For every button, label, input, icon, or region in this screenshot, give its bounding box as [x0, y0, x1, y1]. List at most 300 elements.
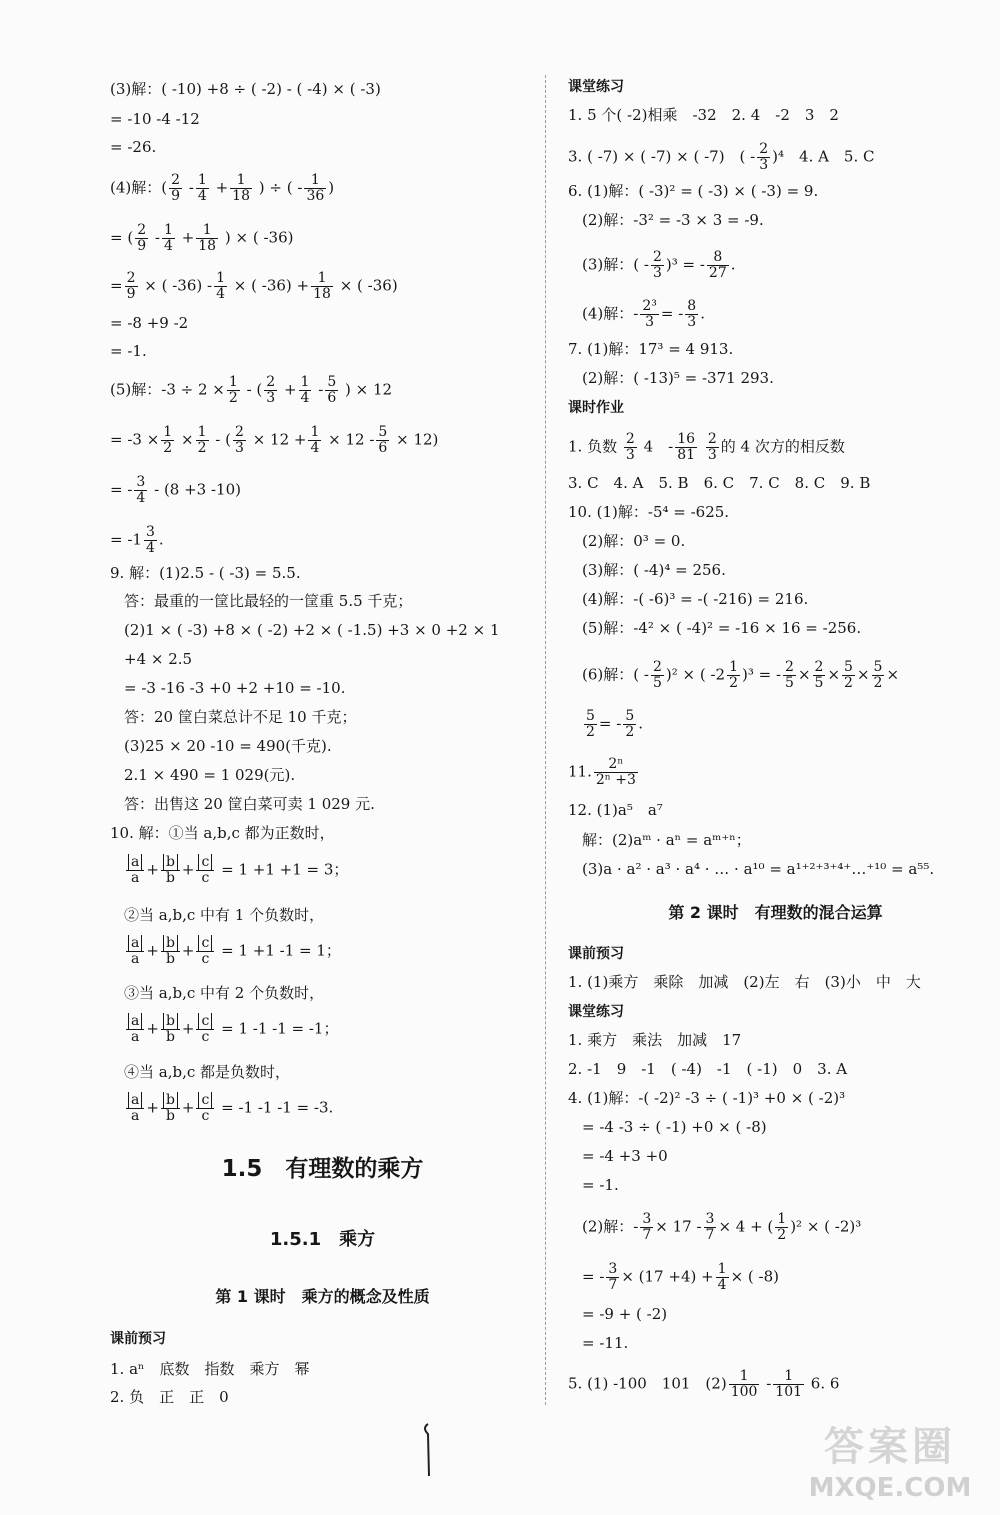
text: × 12)	[396, 430, 439, 449]
text: ×	[827, 665, 841, 684]
line: ②当 a,b,c 中有 1 个负数时，	[124, 906, 325, 924]
den: a	[131, 951, 140, 967]
num: 1	[197, 424, 207, 440]
num	[126, 855, 144, 871]
line: (3)a · a² · a³ · a⁴ · … · a¹⁰ = a¹⁺²⁺³⁺⁴⁺…⁺¹⁰ = a⁵⁵.	[582, 860, 935, 878]
line: 1. aⁿ 底数 指数 乘方 幂	[110, 1360, 310, 1378]
section-label: 课堂练习	[568, 1004, 624, 1020]
fraction	[196, 425, 209, 456]
text: = -	[582, 1267, 605, 1286]
text: )² × ( -2)³	[790, 1217, 862, 1236]
text: = -1	[110, 530, 142, 549]
abs: a	[128, 935, 142, 951]
line: 2. -1 9 -1 ( -4) -1 ( -1) 0 3. A	[568, 1060, 848, 1078]
num: 1	[163, 424, 173, 440]
line	[124, 936, 341, 967]
column-divider	[545, 75, 546, 1405]
fraction	[196, 1014, 214, 1045]
text: = 1 +1 -1 = 1；	[221, 941, 341, 960]
line	[110, 271, 398, 302]
den: 3	[625, 447, 635, 463]
num: 8	[707, 250, 729, 266]
fraction	[872, 660, 885, 691]
den: 36	[306, 188, 325, 204]
text: ) × ( -36)	[224, 228, 294, 247]
den: 4	[197, 188, 207, 204]
line: = -11.	[582, 1334, 629, 1352]
num: 2	[266, 374, 276, 390]
text: .	[638, 714, 644, 733]
abs: c	[198, 935, 212, 951]
num: 2³	[642, 298, 657, 314]
den: 4	[216, 286, 226, 302]
abs: b	[163, 1013, 178, 1029]
line: (3)解：( -4)⁴ = 256.	[582, 561, 726, 579]
den: c	[201, 951, 210, 967]
fraction	[606, 1262, 619, 1293]
den: 9	[137, 238, 147, 254]
fraction	[214, 271, 227, 302]
text: = -	[598, 714, 622, 733]
den: a	[131, 1108, 140, 1124]
text: ×	[856, 665, 870, 684]
den: 3	[687, 314, 697, 330]
text: 4 -	[643, 437, 674, 456]
den: 2	[625, 724, 635, 740]
fraction	[264, 375, 277, 406]
den: 18	[313, 286, 331, 302]
line: 1. (1)乘方 乘除 加减 (2)左 右 (3)小 中 大	[568, 973, 921, 991]
text: × ( -36) +	[233, 276, 310, 295]
num: 1	[304, 173, 326, 189]
num: 2	[814, 659, 824, 675]
den: a	[131, 1029, 140, 1045]
line	[110, 425, 438, 456]
line: = -1.	[110, 342, 147, 360]
line: = -26.	[110, 138, 157, 156]
den: b	[165, 1108, 175, 1124]
fraction	[773, 1369, 804, 1400]
line: (3)25 × 20 -10 = 490(千克).	[124, 737, 332, 755]
fraction	[161, 1014, 180, 1045]
den: 3	[759, 157, 769, 173]
line: 2. 负 正 正 0	[110, 1388, 229, 1406]
num: 5	[844, 659, 853, 675]
text: × ( -36)	[339, 276, 398, 295]
den: 2	[163, 440, 173, 456]
line: 答：出售这 20 筐白菜可卖 1 029 元.	[124, 795, 375, 813]
line	[110, 475, 241, 506]
line	[582, 299, 705, 330]
num: 3	[145, 524, 155, 540]
subsection-heading: 1.5.1 乘方	[269, 1229, 376, 1250]
num: 2	[171, 172, 181, 188]
line: 10. (1)解：-5⁴ = -625.	[568, 503, 730, 521]
num: 1	[300, 374, 310, 390]
den: 2	[197, 440, 207, 456]
fraction	[842, 660, 855, 691]
fraction	[311, 271, 333, 302]
text: = -3 ×	[110, 430, 160, 449]
text: × 4 + (	[718, 1217, 774, 1236]
fraction	[584, 709, 597, 740]
den: 2	[729, 675, 738, 691]
fraction	[716, 1262, 729, 1293]
section-label: 课时作业	[568, 400, 624, 416]
text: ×	[181, 430, 194, 449]
fraction	[161, 936, 180, 967]
num: 1	[196, 223, 218, 239]
line	[124, 1093, 333, 1124]
lesson-heading: 第 1 课时 乘方的概念及性质	[215, 1287, 430, 1306]
text: 5. (1) -100 101 (2)	[568, 1374, 727, 1393]
text: = -	[110, 480, 133, 499]
den: 6	[378, 440, 388, 456]
line: (2)解：0³ = 0.	[582, 532, 686, 550]
line: 2.1 × 490 = 1 029(元).	[124, 766, 296, 784]
line: (2)解：( -13)⁵ = -371 293.	[582, 369, 774, 387]
den: 2	[844, 675, 853, 691]
text: +	[146, 1098, 159, 1117]
num: 1	[228, 374, 238, 390]
line: = -8 +9 -2	[110, 314, 189, 332]
line: ③当 a,b,c 中有 2 个负数时，	[124, 984, 325, 1002]
den: 81	[677, 447, 696, 463]
num: 3	[608, 1261, 618, 1277]
line: = -4 -3 ÷ ( -1) +0 × ( -8)	[582, 1118, 767, 1136]
num	[161, 936, 180, 952]
text: ) × 12	[345, 380, 393, 399]
line	[582, 1262, 779, 1293]
line	[582, 660, 899, 691]
fraction	[196, 855, 214, 886]
line	[568, 432, 845, 463]
line: (3)解：( -10) +8 ÷ ( -2) - ( -4) × ( -3)	[110, 80, 381, 98]
fraction	[299, 375, 312, 406]
text: =	[110, 276, 123, 295]
num: 5	[327, 374, 337, 390]
num: 2	[126, 270, 136, 286]
den: 101	[775, 1384, 803, 1400]
text: × 12 +	[252, 430, 307, 449]
fraction	[640, 299, 659, 330]
fraction	[304, 173, 326, 204]
text: +	[181, 1019, 195, 1038]
den: b	[165, 1029, 175, 1045]
abs: c	[198, 1092, 212, 1108]
fraction	[161, 1093, 180, 1124]
line	[110, 223, 293, 254]
text: +	[146, 941, 159, 960]
text: (4)解：(	[110, 178, 168, 197]
line	[568, 757, 640, 788]
num	[196, 1093, 214, 1109]
num: 1	[311, 271, 333, 287]
text: 3. ( -7) × ( -7) × ( -7) ( -	[568, 147, 756, 166]
line: 答：20 筐白菜总计不足 10 千克；	[124, 708, 357, 726]
line: 4. (1)解：-( -2)² -3 ÷ ( -1)³ +0 × ( -2)³	[568, 1089, 846, 1107]
den: 4	[310, 440, 320, 456]
lesson-heading: 第 2 课时 有理数的混合运算	[668, 903, 883, 922]
line: (4)解：-( -6)³ = -( -216) = 216.	[582, 590, 809, 608]
den: 4	[163, 238, 173, 254]
page-number-mark	[420, 1420, 440, 1484]
text: +	[146, 860, 159, 879]
text: = -1 -1 -1 = -3.	[221, 1098, 334, 1117]
text: .	[700, 304, 705, 323]
den: 4	[300, 390, 310, 406]
fraction	[651, 660, 664, 691]
line: (2)1 × ( -3) +8 × ( -2) +2 × ( -1.5) +3 × 0 +2 × 1	[124, 621, 500, 639]
line	[582, 250, 736, 281]
fraction	[126, 936, 144, 967]
watermark-url: MXQE.COM	[808, 1473, 972, 1503]
num: 1	[310, 424, 320, 440]
line: = -9 + ( -2)	[582, 1305, 668, 1323]
fraction	[729, 1369, 760, 1400]
fraction	[135, 223, 148, 254]
num: 1	[729, 1369, 760, 1385]
num	[126, 1093, 144, 1109]
fraction	[594, 757, 638, 788]
num: 5	[378, 424, 388, 440]
text: (3)解：( -	[582, 255, 649, 274]
den: 7	[642, 1227, 652, 1243]
den: 100	[730, 1384, 758, 1400]
num: 8	[687, 298, 697, 314]
den: b	[165, 870, 175, 886]
section-label: 课前预习	[568, 946, 624, 962]
num: 1	[230, 173, 252, 189]
line	[110, 525, 164, 556]
line: 答：最重的一筐比最轻的一筐重 5.5 千克；	[124, 592, 413, 610]
fraction	[196, 173, 209, 204]
text: (6)解：( -	[582, 665, 649, 684]
line: 7. (1)解：17³ = 4 913.	[568, 340, 734, 358]
den: 3	[652, 265, 662, 281]
text: +	[181, 941, 195, 960]
line: 1. 5 个( -2)相乘 -32 2. 4 -2 3 2	[568, 106, 839, 124]
num: 1	[717, 1261, 727, 1277]
text: +	[181, 228, 195, 247]
num: 1	[216, 270, 226, 286]
watermark	[790, 1420, 990, 1510]
num: 2	[785, 659, 794, 675]
den: c	[201, 1108, 210, 1124]
den: 3	[707, 447, 717, 463]
num: 2	[234, 424, 244, 440]
line	[568, 142, 875, 173]
line: (2)解：-3² = -3 × 3 = -9.	[582, 211, 764, 229]
abs: b	[163, 1092, 178, 1108]
num: 2	[137, 222, 147, 238]
den: 18	[232, 188, 250, 204]
den: a	[131, 870, 140, 886]
text: )⁴ 4. A 5. C	[772, 147, 875, 166]
line	[568, 1369, 839, 1400]
abs: c	[198, 854, 212, 870]
num: 5	[586, 708, 595, 724]
section-label: 课堂练习	[568, 79, 624, 95]
fraction	[813, 660, 826, 691]
num: 2	[652, 249, 662, 265]
text: 的 4 次方的相反数	[720, 437, 845, 456]
line: 9. 解：(1)2.5 - ( -3) = 5.5.	[110, 564, 301, 582]
num: 3	[705, 1211, 715, 1227]
page-number-glyph	[420, 1420, 440, 1480]
text: (2)解：-	[582, 1217, 639, 1236]
line	[110, 375, 392, 406]
text: )³ = -	[741, 665, 782, 684]
fraction	[144, 525, 157, 556]
num	[196, 1014, 214, 1030]
fraction	[126, 1093, 144, 1124]
text: = -	[660, 304, 684, 323]
den: b	[165, 951, 175, 967]
den: 4	[717, 1277, 727, 1293]
den: 2ⁿ +3	[595, 772, 636, 788]
den: 6	[327, 390, 337, 406]
text: .	[730, 255, 736, 274]
text: +	[181, 1098, 195, 1117]
num	[126, 1014, 144, 1030]
fraction	[125, 271, 138, 302]
fraction	[196, 1093, 214, 1124]
fraction	[162, 223, 175, 254]
fraction	[651, 250, 664, 281]
text: (4)解：-	[582, 304, 639, 323]
num: 5	[873, 659, 883, 675]
text: +	[215, 178, 229, 197]
num: 1	[729, 659, 738, 675]
line: = -10 -4 -12	[110, 110, 200, 128]
fraction	[308, 425, 321, 456]
fraction	[685, 299, 698, 330]
line: = -4 +3 +0	[582, 1147, 668, 1165]
num: 3	[642, 1211, 652, 1227]
fraction	[727, 660, 740, 691]
line: ④当 a,b,c 都是负数时，	[124, 1063, 291, 1081]
num	[126, 936, 144, 952]
line	[124, 1014, 338, 1045]
text: 1. 负数	[568, 437, 618, 456]
text: -	[766, 1374, 772, 1393]
fraction	[640, 1212, 653, 1243]
line: 12. (1)a⁵ a⁷	[568, 801, 663, 819]
fraction	[707, 250, 729, 281]
fraction	[757, 142, 770, 173]
text: = (	[110, 228, 134, 247]
line	[110, 173, 334, 204]
text: .	[158, 530, 164, 549]
line	[582, 1212, 861, 1243]
fraction	[169, 173, 182, 204]
fraction	[704, 1212, 717, 1243]
fraction	[624, 432, 637, 463]
fraction	[783, 660, 796, 691]
text: +	[283, 380, 297, 399]
text: -	[154, 228, 160, 247]
den: 27	[708, 265, 727, 281]
text: +	[146, 1019, 159, 1038]
fraction	[675, 432, 697, 463]
text: +	[181, 860, 195, 879]
abs: a	[128, 1092, 142, 1108]
text: × ( -8)	[730, 1267, 780, 1286]
den: 3	[645, 314, 655, 330]
text: )² × ( -2	[665, 665, 726, 684]
den: 7	[705, 1227, 715, 1243]
num: 2	[625, 431, 635, 447]
text: - (	[246, 380, 263, 399]
line: 10. 解：①当 a,b,c 都为正数时，	[110, 824, 335, 842]
watermark-brand: 答案圈	[824, 1424, 956, 1470]
num	[161, 1093, 180, 1109]
den: 2	[777, 1227, 787, 1243]
num	[196, 936, 214, 952]
abs: b	[163, 854, 178, 870]
text: ) ÷ ( -	[258, 178, 303, 197]
num: 1	[197, 172, 207, 188]
line	[124, 855, 348, 886]
section-label: 课前预习	[110, 1331, 166, 1347]
fraction	[196, 936, 214, 967]
num: 2	[759, 141, 769, 157]
num: 1	[777, 1211, 787, 1227]
den: 7	[608, 1277, 618, 1293]
line: 1. 乘方 乘法 加减 17	[568, 1031, 742, 1049]
fraction	[233, 425, 246, 456]
line: 3. C 4. A 5. B 6. C 7. C 8. C 9. B	[568, 474, 871, 492]
text: ×	[797, 665, 811, 684]
section-heading: 1.5 有理数的乘方	[221, 1156, 424, 1182]
fraction	[161, 425, 174, 456]
den: 3	[234, 440, 244, 456]
den: 2	[586, 724, 595, 740]
num	[161, 855, 180, 871]
num: 16	[677, 431, 696, 447]
text: × 17 -	[655, 1217, 702, 1236]
abs: a	[128, 1013, 142, 1029]
den: 2	[228, 390, 238, 406]
fraction	[325, 375, 338, 406]
line: = -1.	[582, 1176, 619, 1194]
fraction	[227, 375, 240, 406]
fraction	[230, 173, 252, 204]
num: 5	[625, 708, 635, 724]
num: 1	[773, 1369, 804, 1385]
fraction	[134, 475, 147, 506]
text: = 1 -1 -1 = -1；	[221, 1019, 339, 1038]
fraction	[196, 223, 218, 254]
num: 2	[652, 659, 662, 675]
num: 3	[136, 474, 146, 490]
text: -	[318, 380, 324, 399]
num	[196, 855, 214, 871]
line: (5)解：-4² × ( -4)² = -16 × 16 = -256.	[582, 619, 862, 637]
text: 6. 6	[810, 1374, 840, 1393]
den: 9	[126, 286, 136, 302]
text: ×	[886, 665, 900, 684]
den: 2	[873, 675, 883, 691]
fraction	[775, 1212, 788, 1243]
text: -	[188, 178, 194, 197]
fraction	[706, 432, 719, 463]
num	[161, 1014, 180, 1030]
num: 2ⁿ	[594, 757, 638, 773]
text: (5)解：-3 ÷ 2 ×	[110, 380, 225, 399]
text: )³ = -	[665, 255, 705, 274]
